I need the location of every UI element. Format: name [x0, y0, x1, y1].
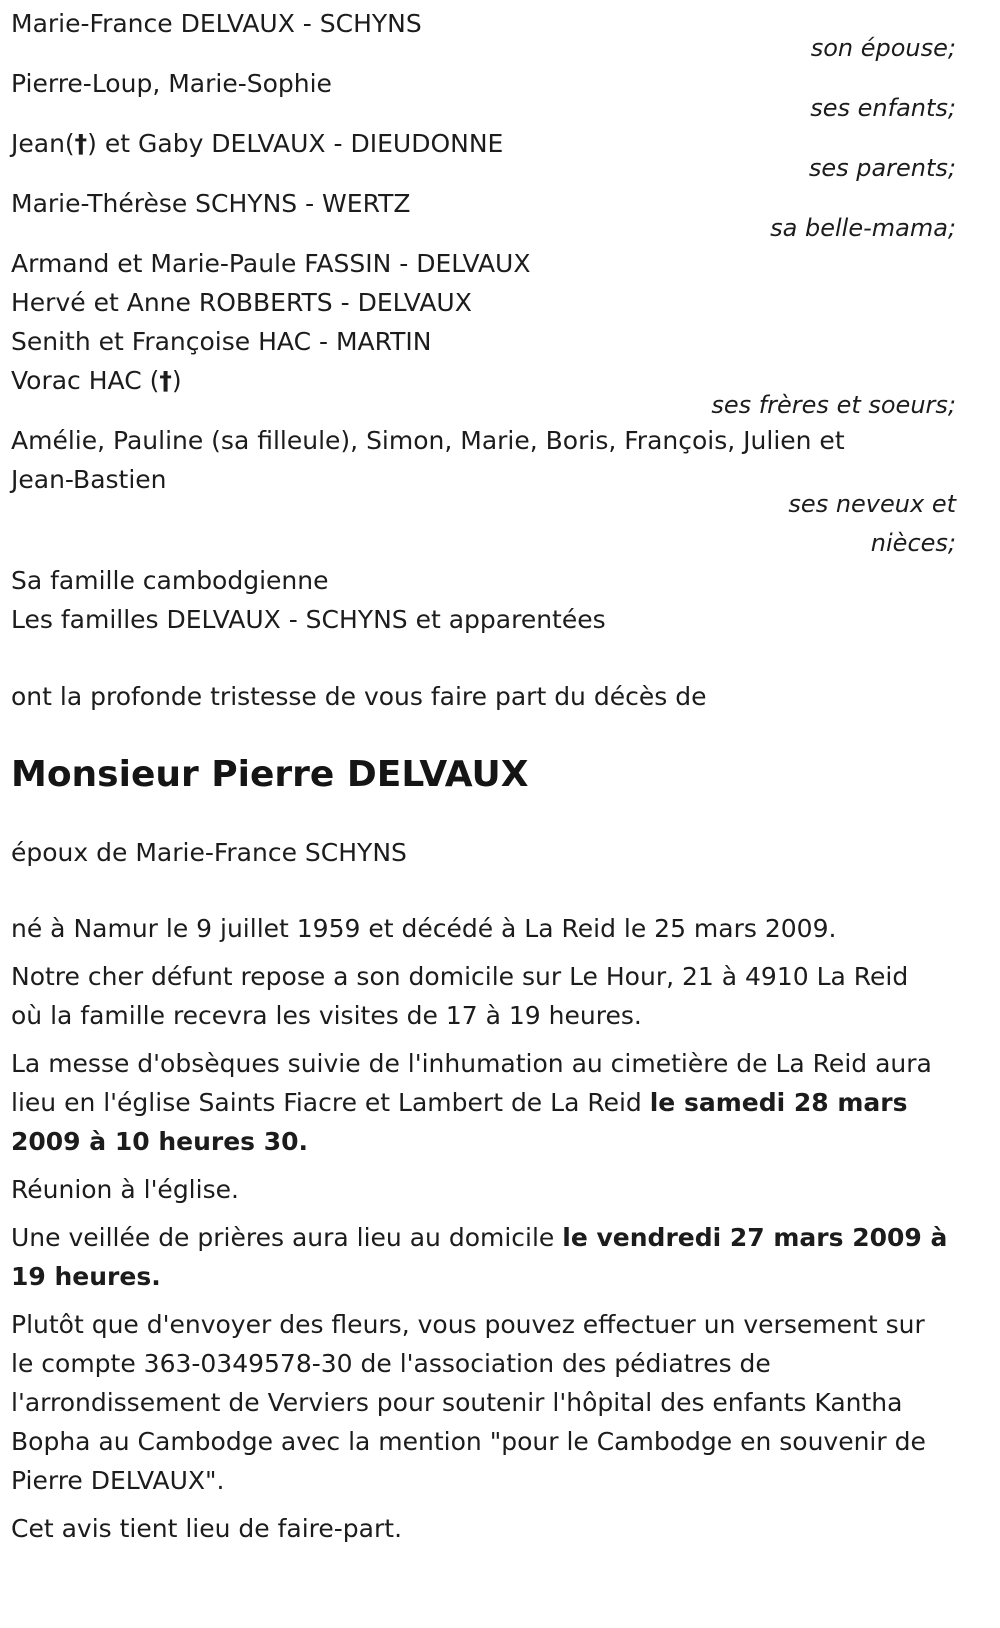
- parents-name-end: ) et Gaby DELVAUX - DIEUDONNE: [87, 129, 504, 158]
- siblings-role: ses frères et soeurs;: [711, 391, 956, 419]
- rest-paragraph: [11, 957, 956, 1036]
- rest-line-2: où la famille recevra les visites de 17 à 19 heures.: [11, 1001, 642, 1030]
- cross-icon: †: [159, 366, 172, 395]
- mass-time: 2009 à 10 heures 30.: [11, 1127, 309, 1156]
- sibling-line: Armand et Marie-Paule FASSIN - DELVAUX: [11, 249, 531, 278]
- mass-line-2: [11, 1083, 956, 1123]
- others-line: Les familles DELVAUX - SCHYNS et apparentées: [11, 605, 606, 634]
- mother-in-law-role: sa belle-mama;: [770, 214, 956, 242]
- nephews-line-2: Jean-Bastien: [11, 465, 167, 494]
- vigil-paragraph: [11, 1218, 956, 1297]
- donation-line: Plutôt que d'envoyer des fleurs, vous pouvez effectuer un versement sur: [11, 1310, 925, 1339]
- spouse-of-text: époux de Marie-France SCHYNS: [11, 838, 407, 867]
- spouse-name: Marie-France DELVAUX - SCHYNS: [11, 9, 422, 38]
- donation-line: l'arrondissement de Verviers pour soutenir l'hôpital des enfants Kantha: [11, 1388, 903, 1417]
- children-names: Pierre-Loup, Marie-Sophie: [11, 69, 332, 98]
- parents-role: ses parents;: [808, 154, 956, 182]
- others-line: Sa famille cambodgienne: [11, 566, 329, 595]
- sibling-last-start: Vorac HAC (: [11, 366, 160, 395]
- vigil-text: Une veillée de prières aura lieu au domicile: [11, 1223, 563, 1252]
- mass-paragraph: [11, 1044, 956, 1162]
- donation-paragraph: [11, 1305, 956, 1501]
- nephews-role-line-1: ses neveux et: [788, 490, 956, 518]
- donation-line: Pierre DELVAUX".: [11, 1466, 225, 1495]
- spouse-role: son épouse;: [810, 34, 956, 62]
- vigil-line-1: [11, 1218, 956, 1258]
- meeting-text: Réunion à l'église.: [11, 1175, 239, 1204]
- donation-line: le compte 363-0349578-30 de l'association des pédiatres de: [11, 1349, 771, 1378]
- sibling-line: Senith et Françoise HAC - MARTIN: [11, 327, 432, 356]
- vigil-time: 19 heures.: [11, 1262, 161, 1291]
- mass-date: le samedi 28 mars: [649, 1088, 908, 1117]
- nephews-line-1: Amélie, Pauline (sa filleule), Simon, Marie, Boris, François, Julien et: [11, 426, 845, 455]
- donation-line: Bopha au Cambodge avec la mention "pour le Cambodge en souvenir de: [11, 1427, 926, 1456]
- vigil-date: le vendredi 27 mars 2009 à: [562, 1223, 948, 1252]
- closing-text: Cet avis tient lieu de faire-part.: [11, 1514, 403, 1543]
- birth-death-text: né à Namur le 9 juillet 1959 et décédé à La Reid le 25 mars 2009.: [11, 914, 837, 943]
- sibling-last-end: ): [171, 366, 182, 395]
- obituary-notice: [0, 4, 1000, 1628]
- announcement-text: ont la profonde tristesse de vous faire part du décès de: [11, 682, 707, 711]
- rest-line-1: Notre cher défunt repose a son domicile sur Le Hour, 21 à 4910 La Reid: [11, 962, 909, 991]
- parents-name-start: Jean(: [11, 129, 75, 158]
- sibling-line: Hervé et Anne ROBBERTS - DELVAUX: [11, 288, 472, 317]
- cross-icon: †: [74, 129, 88, 158]
- nephews-role-line-2: nièces;: [870, 529, 956, 557]
- mother-in-law-name: Marie-Thérèse SCHYNS - WERTZ: [11, 189, 411, 218]
- children-role: ses enfants;: [810, 94, 956, 122]
- deceased-name: Monsieur Pierre DELVAUX: [11, 754, 529, 795]
- mass-location: lieu en l'église Saints Fiacre et Lambert de La Reid: [11, 1088, 650, 1117]
- mass-line-1: La messe d'obsèques suivie de l'inhumation au cimetière de La Reid aura: [11, 1049, 932, 1078]
